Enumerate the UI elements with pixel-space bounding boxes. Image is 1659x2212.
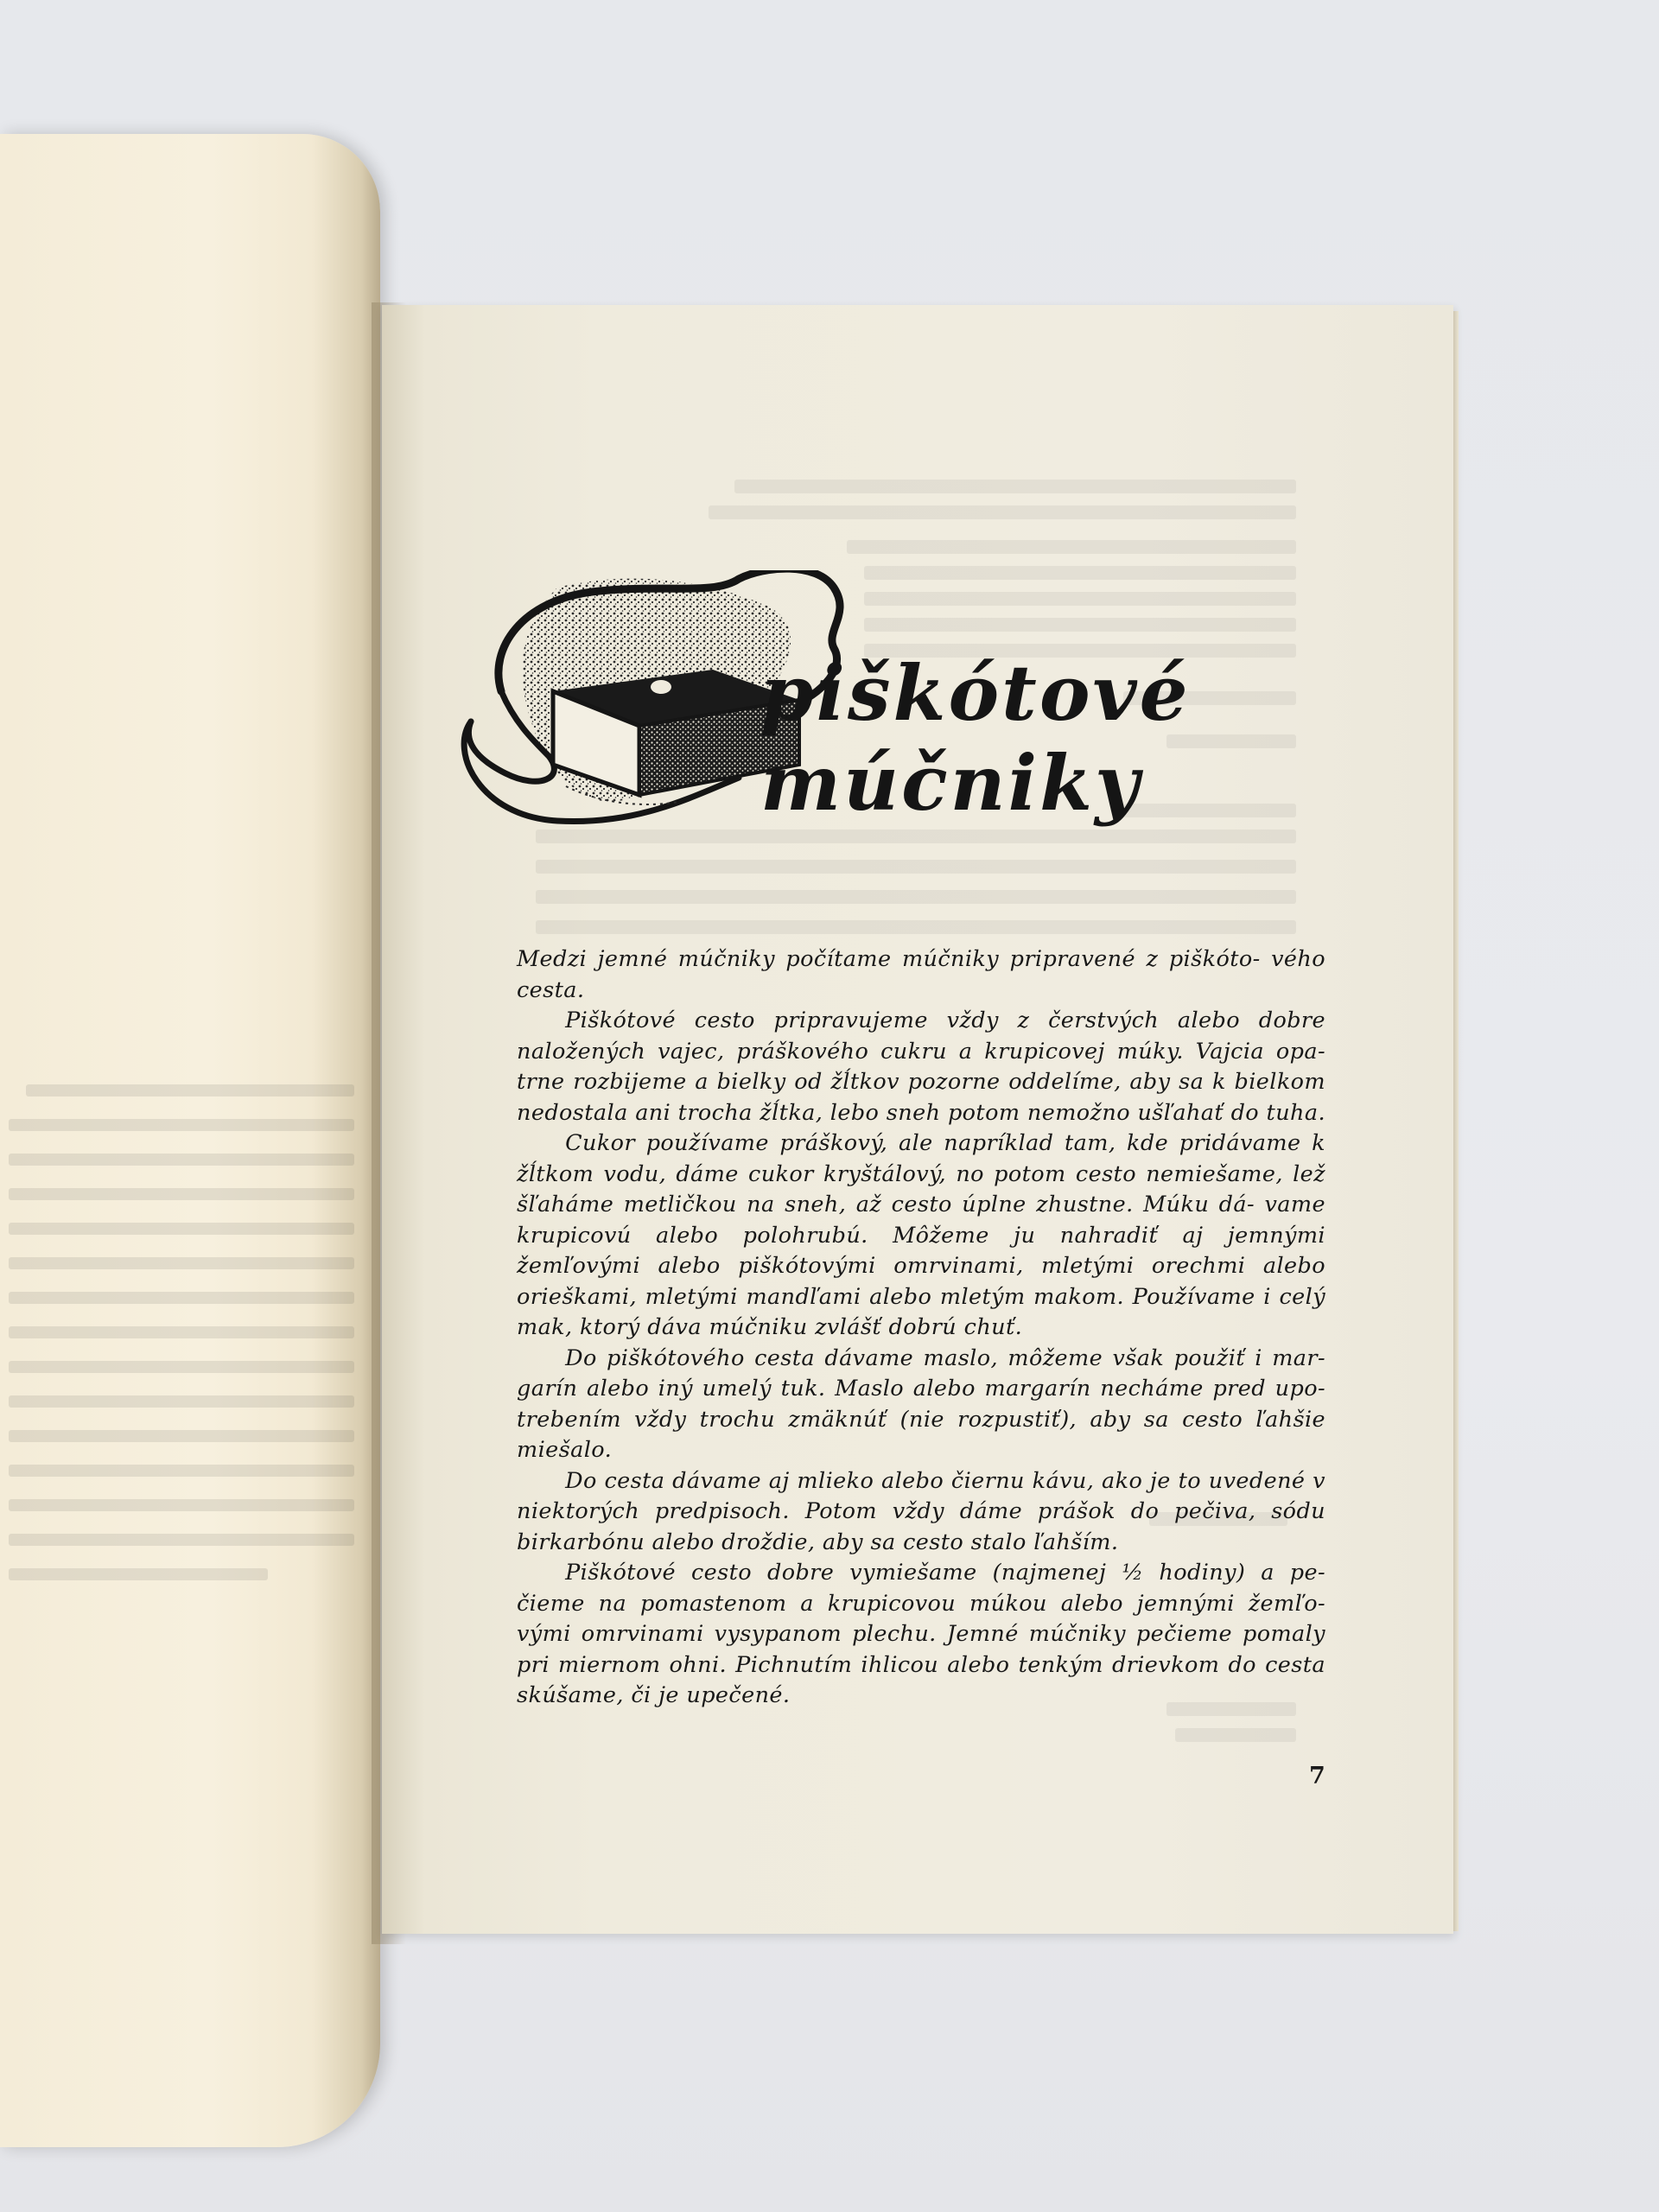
paragraph: Piškótové cesto pripravujeme vždy z čerstvých alebo dobre naložených vajec, práškového cukru a krupicovej múky. Vajcia opa- trne rozbijeme a bielky od žĺtkov pozorne oddelíme, aby sa k bielkom nedostala ani trocha žĺtka, lebo sneh potom nemožno ušľahať do tuha. bbox=[517, 1007, 1325, 1126]
paragraph: Cukor používame práškový, ale napríklad tam, kde pridávame k žĺtkom vodu, dáme cukor kryštálový, no potom cesto nemiešame, lež šľaháme metličkou na sneh, až cesto úplne zhustne. Múku dá- vame krupicovú alebo polohrubú. Môžeme ju nahradiť aj jemnými žemľovými alebo piškótovými omrvinami, mletými orechmi alebo orieškami, mletými mandľami alebo mletým makom. Používame i celý mak, ktorý dáva múčniku zvlášť dobrú chuť. bbox=[517, 1130, 1325, 1340]
page-edge bbox=[1453, 311, 1459, 1931]
chapter-title-line1: piškótové bbox=[760, 648, 1191, 738]
paragraph: Medzi jemné múčniky počítame múčniky pripravené z piškóto- vého cesta. bbox=[517, 946, 1325, 1003]
left-page-show-through bbox=[0, 1067, 372, 1629]
paragraph: Do cesta dávame aj mlieko alebo čiernu kávu, ako je to uvedené v niektorých predpisoch. Potom vždy dáme prášok do pečiva, sódu birkarbónu alebo droždie, aby sa cesto stalo ľahším. bbox=[517, 1467, 1325, 1555]
body-text bbox=[517, 944, 1325, 1712]
paragraph: Do piškótového cesta dávame maslo, môžeme však použiť i mar- garín alebo iný umelý tuk. Maslo alebo margarín necháme pred upo- trebením vždy trochu zmäknúť (nie rozpustiť), aby sa cesto ľahšie miešalo. bbox=[517, 1344, 1325, 1463]
page-number: 7 bbox=[1309, 1763, 1325, 1789]
chapter-title-line2: múčniky bbox=[760, 738, 1142, 828]
paragraph: Piškótové cesto dobre vymiešame (najmenej ½ hodiny) a pe- čieme na pomastenom a krupicovou múkou alebo jemnými žemľo- vými omrvinami vysypanom plechu. Jemné múčniky pečieme pomaly pri miernom ohni. Pichnutím ihlicou alebo tenkým drievkom do cesta skúšame, či je upečené. bbox=[517, 1560, 1325, 1708]
left-page bbox=[0, 134, 380, 2147]
